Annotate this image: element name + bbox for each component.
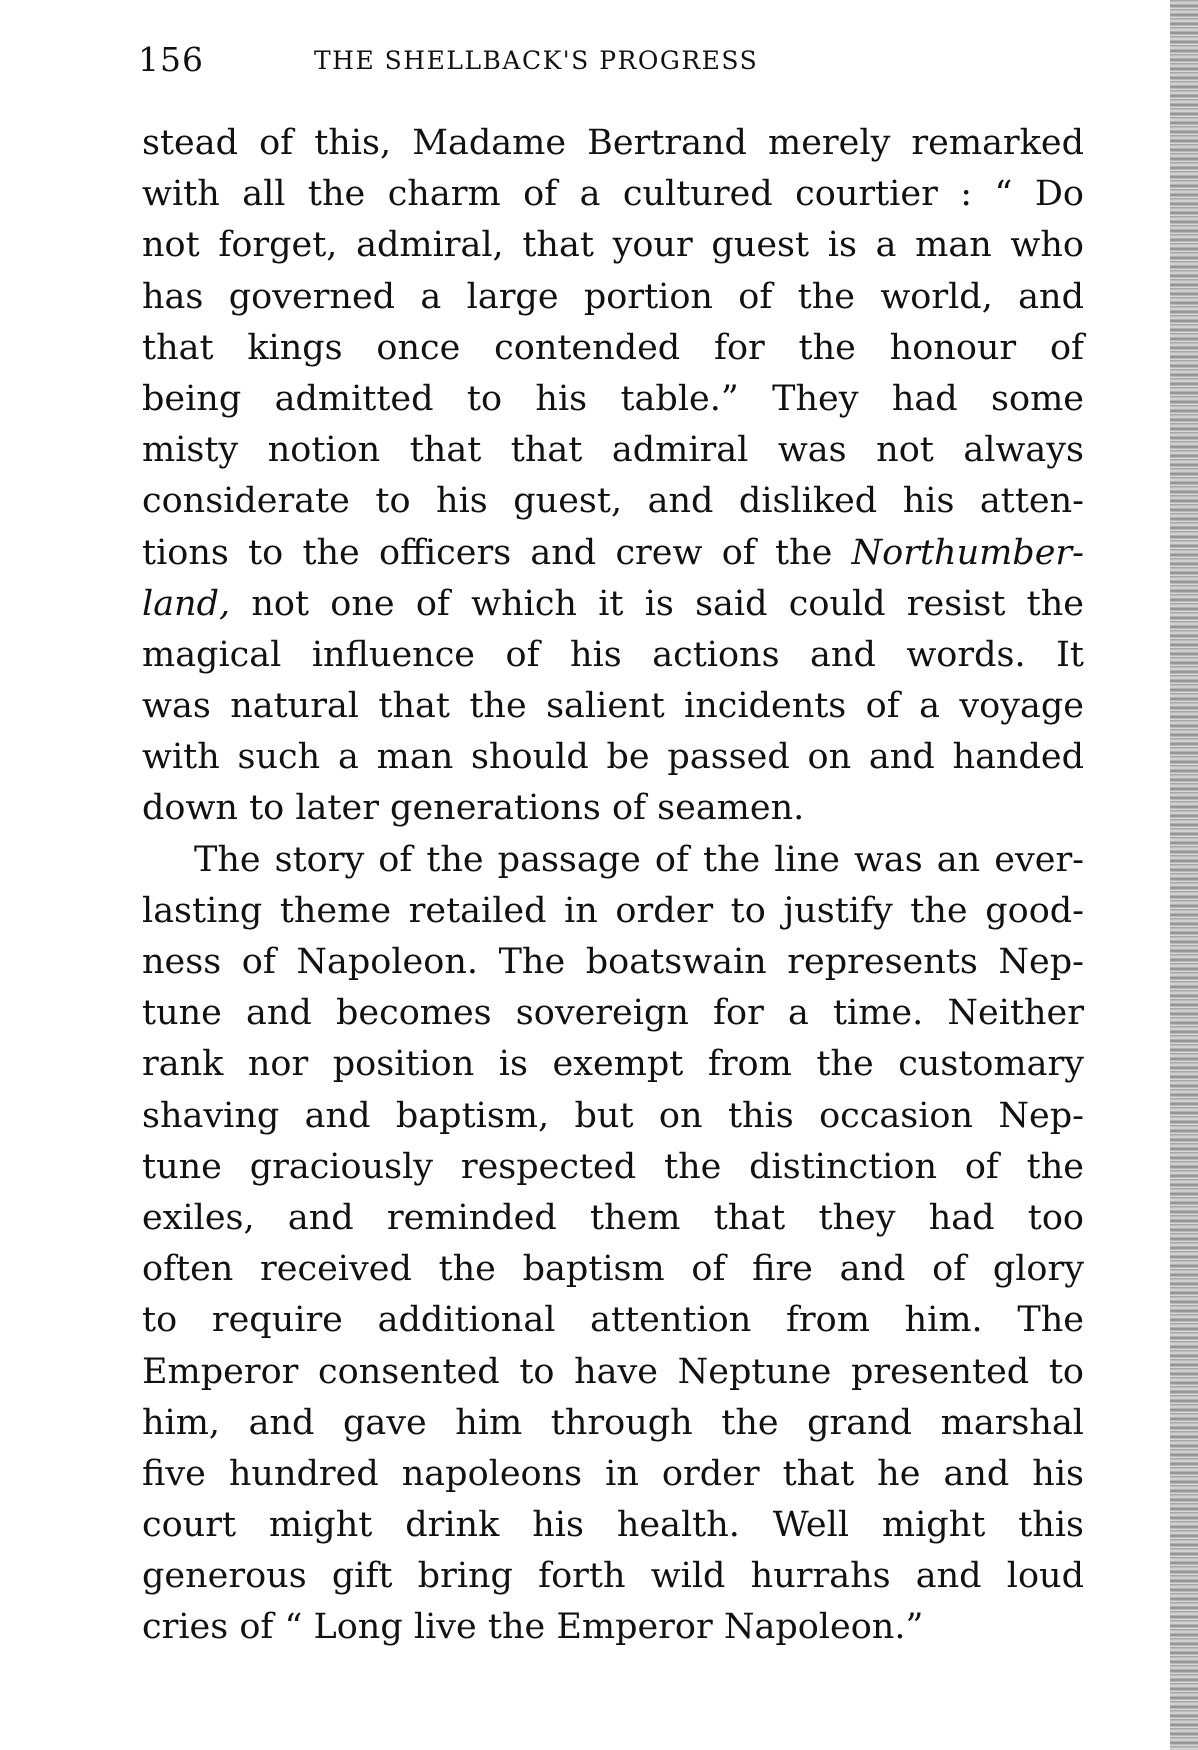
page-header: [138, 40, 938, 90]
text-line: him, and gave him through the grand marshal: [142, 1402, 1084, 1443]
text-line: The story of the passage of the line was an ever-: [194, 839, 1084, 880]
text-line: shaving and baptism, but on this occasion Nep-: [142, 1095, 1084, 1136]
body-text: [142, 118, 1084, 1654]
text-line: [142, 528, 1084, 579]
text-line: court might drink his health. Well might this: [142, 1505, 1084, 1546]
text-line: misty notion that that admiral was not always: [142, 430, 1084, 471]
text-line: rank nor position is exempt from the customary: [142, 1044, 1084, 1085]
text-fragment: tions to the officers and crew of the: [142, 532, 852, 573]
text-line: tune and becomes sovereign for a time. Neither: [142, 993, 1084, 1034]
text-line: with such a man should be passed on and handed: [142, 737, 1084, 778]
text-line: tune graciously respected the distinction of the: [142, 1146, 1084, 1187]
text-line: down to later generations of seamen.: [142, 788, 805, 829]
text-line: Emperor consented to have Neptune presented to: [142, 1351, 1084, 1392]
text-line: to require additional attention from him. The: [142, 1300, 1084, 1341]
text-line: considerate to his guest, and disliked his atten-: [142, 481, 1084, 522]
text-line: exiles, and reminded them that they had too: [142, 1197, 1084, 1238]
page-number: 156: [138, 40, 204, 79]
text-line: with all the charm of a cultured courtier : “ Do: [142, 174, 1084, 215]
scan-edge-shadow: [1170, 0, 1198, 1750]
text-line: has governed a large portion of the world, and: [142, 276, 1084, 317]
text-line: generous gift bring forth wild hurrahs and loud: [142, 1556, 1084, 1597]
text-line: that kings once contended for the honour of: [142, 327, 1084, 368]
text-line: ness of Napoleon. The boatswain represents Nep-: [142, 942, 1084, 982]
text-line: magical influence of his actions and words. It: [142, 634, 1084, 675]
text-line: cries of “ Long live the Emperor Napoleon.”: [142, 1607, 924, 1648]
text-line: often received the baptism of fire and of glory: [142, 1249, 1084, 1290]
running-title: THE SHELLBACK'S PROGRESS: [314, 46, 759, 75]
text-line: stead of this, Madame Bertrand merely remarked: [142, 123, 1084, 163]
text-line: was natural that the salient incidents of a voyage: [142, 686, 1084, 727]
ship-name-italic: land,: [142, 583, 231, 624]
text-line: not forget, admiral, that your guest is a man who: [142, 225, 1084, 266]
text-line: being admitted to his table.” They had some: [142, 378, 1084, 419]
text-line: [142, 579, 1084, 630]
text-line: lasting theme retailed in order to justify the good-: [142, 890, 1084, 931]
ship-name-italic: Northumber-: [851, 532, 1084, 573]
text-line: five hundred napoleons in order that he and his: [142, 1453, 1084, 1494]
text-fragment: not one of which it is said could resist the: [230, 583, 1084, 624]
